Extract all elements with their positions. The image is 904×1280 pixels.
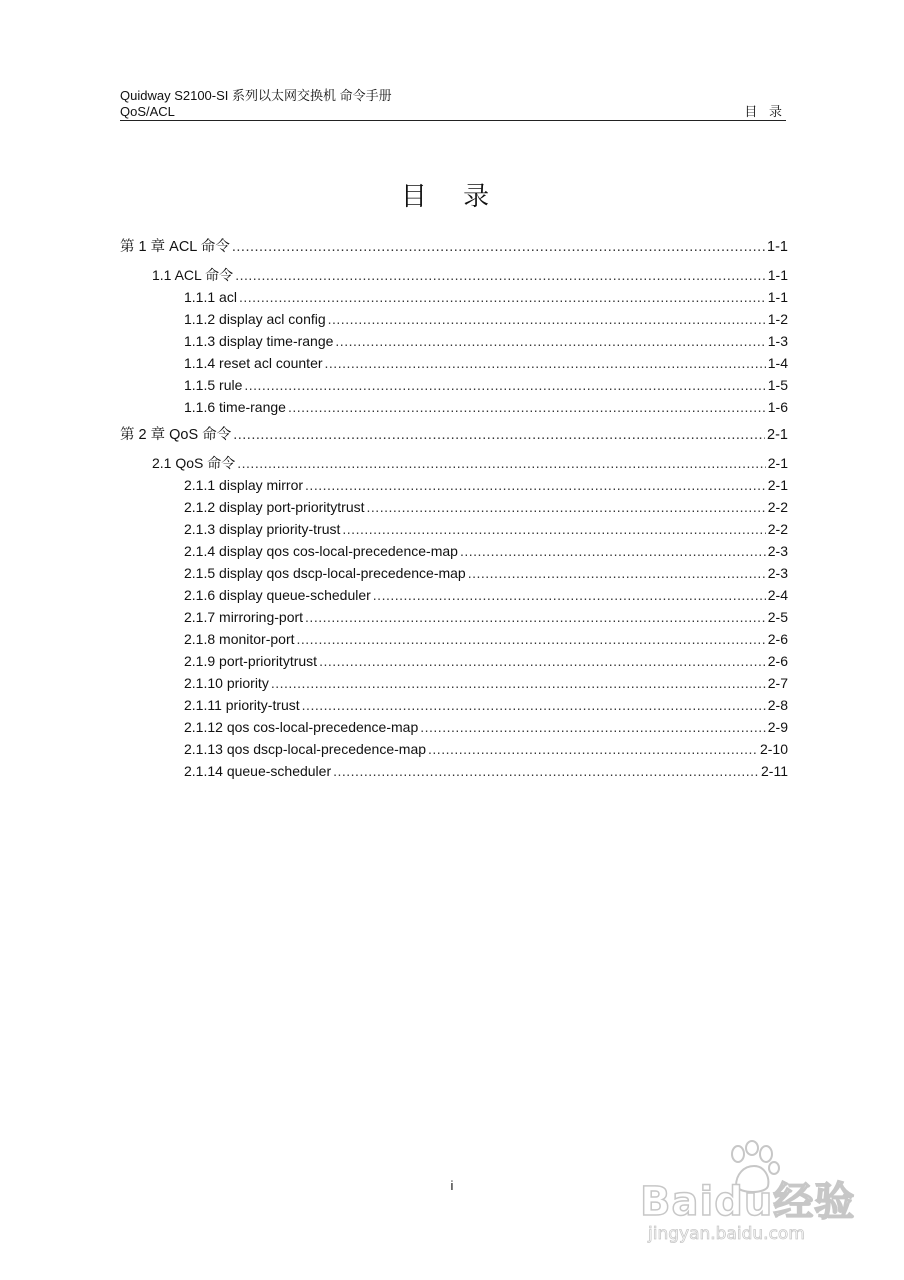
toc-entry-label: 2.1.3 display priority-trust <box>184 521 341 537</box>
header-module: QoS/ACL <box>120 104 175 119</box>
toc-entry-label: 2.1.6 display queue-scheduler <box>184 587 371 603</box>
toc-entry-label: 1.1.4 reset acl counter <box>184 355 323 371</box>
toc-entry-page: 2-1 <box>767 427 788 443</box>
toc-entry-label: 2.1.14 queue-scheduler <box>184 763 332 779</box>
toc-entry-label: 第 1 章 ACL 命令 <box>120 239 230 255</box>
toc-entry-label: 2.1.12 qos cos-local-precedence-map <box>184 719 419 735</box>
toc-leader-dots <box>420 716 766 738</box>
toc-entry-page: 2-6 <box>767 653 788 669</box>
toc-entry-label: 2.1 QoS 命令 <box>152 455 236 471</box>
toc-entry-page: 1-1 <box>767 289 788 305</box>
toc-entry-label: 1.1.6 time-range <box>184 399 286 415</box>
toc-entry[interactable] <box>120 584 788 606</box>
toc-entry-label: 2.1.2 display port-prioritytrust <box>184 499 365 515</box>
toc-entry[interactable] <box>120 518 788 540</box>
toc-entry-label: 1.1.3 display time-range <box>184 333 334 349</box>
toc-entry[interactable] <box>120 628 788 650</box>
toc-entry-label: 第 2 章 QoS 命令 <box>120 427 232 443</box>
toc-entry-page: 2-5 <box>767 609 788 625</box>
toc-entry-page: 2-2 <box>767 499 788 515</box>
toc-entry-label: 2.1.8 monitor-port <box>184 631 295 647</box>
toc-entry[interactable] <box>120 374 788 396</box>
toc-entry-label: 2.1.10 priority <box>184 675 269 691</box>
toc-entry[interactable] <box>120 606 788 628</box>
toc-leader-dots <box>271 672 766 694</box>
toc-leader-dots <box>428 738 758 760</box>
watermark-url: jingyan.baidu.com <box>648 1224 805 1244</box>
toc-entry-label: 1.1.2 display acl config <box>184 311 326 327</box>
toc-leader-dots <box>302 694 766 716</box>
header-rule <box>120 120 786 121</box>
toc-entry-page: 2-3 <box>767 543 788 559</box>
toc-entry[interactable] <box>120 562 788 584</box>
toc-leader-dots <box>342 518 765 540</box>
toc-entry-page: 2-4 <box>767 587 788 603</box>
toc-leader-dots <box>335 330 765 352</box>
toc-leader-dots <box>333 760 759 782</box>
toc-entry[interactable] <box>120 352 788 374</box>
toc-entry[interactable] <box>120 308 788 330</box>
watermark <box>640 1140 860 1270</box>
toc-entry[interactable] <box>120 330 788 352</box>
toc-entry-page: 2-1 <box>767 477 788 493</box>
toc-entry-label: 2.1.1 display mirror <box>184 477 304 493</box>
toc-entry-page: 1-2 <box>767 311 788 327</box>
toc-entry-label: 1.1 ACL 命令 <box>152 267 234 283</box>
header-section: 目 录 <box>744 104 786 119</box>
toc-leader-dots <box>235 264 766 286</box>
toc-entry-page: 2-7 <box>767 675 788 691</box>
toc-leader-dots <box>373 584 766 606</box>
toc-entry-page: 2-8 <box>767 697 788 713</box>
toc-entry[interactable] <box>120 474 788 496</box>
toc-leader-dots <box>288 396 766 418</box>
toc-leader-dots <box>297 628 766 650</box>
toc-leader-dots <box>460 540 766 562</box>
toc-entry-label: 2.1.4 display qos cos-local-precedence-map <box>184 543 458 559</box>
toc-entry-page: 1-1 <box>767 267 788 283</box>
toc-leader-dots <box>232 236 765 258</box>
toc-entry-page: 1-5 <box>767 377 788 393</box>
toc-entry-page: 2-9 <box>767 719 788 735</box>
toc-leader-dots <box>367 496 766 518</box>
toc-leader-dots <box>328 308 766 330</box>
table-of-contents <box>120 236 788 782</box>
toc-leader-dots <box>325 352 766 374</box>
toc-entry-page: 1-4 <box>767 355 788 371</box>
toc-leader-dots <box>239 286 766 308</box>
toc-entry-page: 2-1 <box>767 455 788 471</box>
toc-entry-page: 1-1 <box>767 239 788 255</box>
watermark-brand: Baidu经验 <box>640 1179 856 1225</box>
page-title: 目 录 <box>400 182 504 212</box>
toc-entry[interactable] <box>120 396 788 418</box>
toc-leader-dots <box>305 474 766 496</box>
toc-entry[interactable] <box>120 694 788 716</box>
toc-entry[interactable] <box>120 650 788 672</box>
toc-entry[interactable] <box>120 716 788 738</box>
header-product: Quidway S2100-SI 系列以太网交换机 命令手册 <box>120 88 392 103</box>
footer-page-number: i <box>450 1178 454 1193</box>
toc-entry-label: 1.1.5 rule <box>184 377 243 393</box>
toc-entry-page: 2-11 <box>761 763 788 779</box>
toc-leader-dots <box>468 562 766 584</box>
toc-entry-page: 2-3 <box>767 565 788 581</box>
toc-entry-page: 2-6 <box>767 631 788 647</box>
toc-leader-dots <box>233 424 765 446</box>
toc-leader-dots <box>237 452 766 474</box>
toc-entry-page: 2-10 <box>759 741 788 757</box>
toc-entry-page: 2-2 <box>767 521 788 537</box>
toc-leader-dots <box>319 650 766 672</box>
page-header <box>120 88 786 120</box>
toc-entry[interactable] <box>120 264 788 286</box>
toc-leader-dots <box>244 374 765 396</box>
toc-entry[interactable] <box>120 760 788 782</box>
toc-entry[interactable] <box>120 672 788 694</box>
toc-entry-page: 1-3 <box>767 333 788 349</box>
toc-entry[interactable] <box>120 738 788 760</box>
toc-entry-label: 2.1.5 display qos dscp-local-precedence-map <box>184 565 466 581</box>
toc-entry-label: 2.1.9 port-prioritytrust <box>184 653 318 669</box>
toc-entry-page: 1-6 <box>767 399 788 415</box>
toc-entry-label: 2.1.7 mirroring-port <box>184 609 304 625</box>
toc-entry[interactable] <box>120 424 788 446</box>
toc-entry[interactable] <box>120 286 788 308</box>
toc-entry[interactable] <box>120 236 788 258</box>
toc-entry[interactable] <box>120 496 788 518</box>
toc-entry[interactable] <box>120 540 788 562</box>
toc-entry[interactable] <box>120 452 788 474</box>
toc-entry-label: 1.1.1 acl <box>184 289 237 305</box>
toc-entry-label: 2.1.13 qos dscp-local-precedence-map <box>184 741 427 757</box>
toc-entry-label: 2.1.11 priority-trust <box>184 697 300 713</box>
toc-leader-dots <box>305 606 766 628</box>
